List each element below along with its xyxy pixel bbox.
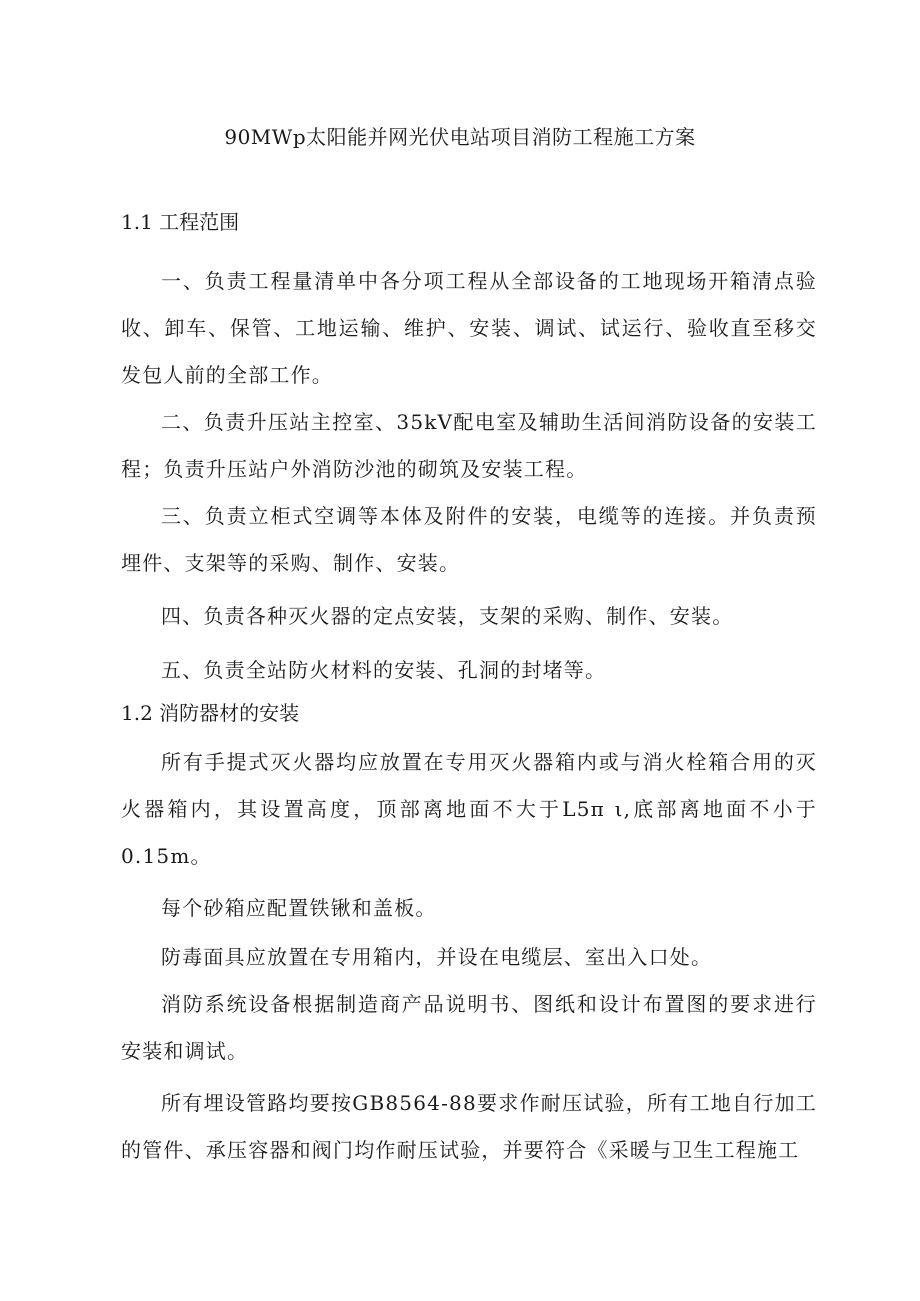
paragraph-6: 所有手提式灭火器均应放置在专用灭火器箱内或与消火栓箱合用的灭火器箱内，其设置高度，顶部离地面不大于L5π ι,底部离地面不小于0.15m。 xyxy=(121,750,817,868)
paragraph-7: 每个砂箱应配置铁锹和盖板。 xyxy=(161,896,437,920)
page-title: 90MWp太阳能并网光伏电站项目消防工程施工方案 xyxy=(224,125,696,149)
paragraph-2: 二、负责升压站主控室、35kV配电室及辅助生活间消防设备的安装工程；负责升压站户外消防沙池的砌筑及安装工程。 xyxy=(121,410,817,481)
section-heading-1-2: 1.2 消防器材的安装 xyxy=(121,701,300,725)
paragraph-5: 五、负责全站防火材料的安装、孔洞的封堵等。 xyxy=(161,658,607,682)
paragraph-4: 四、负责各种灭火器的定点安装，支架的采购、制作、安装。 xyxy=(161,604,734,628)
paragraph-10: 所有埋设管路均要按GB8564-88要求作耐压试验，所有工地自行加工的管件、承压容器和阀门均作耐压试验，并要符合《采暖与卫生工程施工 xyxy=(121,1091,817,1162)
paragraph-3: 三、负责立柜式空调等本体及附件的安装，电缆等的连接。并负责预埋件、支架等的采购、制作、安装。 xyxy=(121,504,817,575)
paragraph-8: 防毒面具应放置在专用箱内，并设在电缆层、室出入口处。 xyxy=(161,945,713,969)
paragraph-1: 一、负责工程量清单中各分项工程从全部设备的工地现场开箱清点验收、卸车、保管、工地运输、维护、安装、调试、试运行、验收直至移交发包人前的全部工作。 xyxy=(121,269,817,387)
section-heading-1-1: 1.1 工程范围 xyxy=(121,210,240,234)
paragraph-9: 消防系统设备根据制造商产品说明书、图纸和设计布置图的要求进行安装和调试。 xyxy=(121,992,817,1063)
